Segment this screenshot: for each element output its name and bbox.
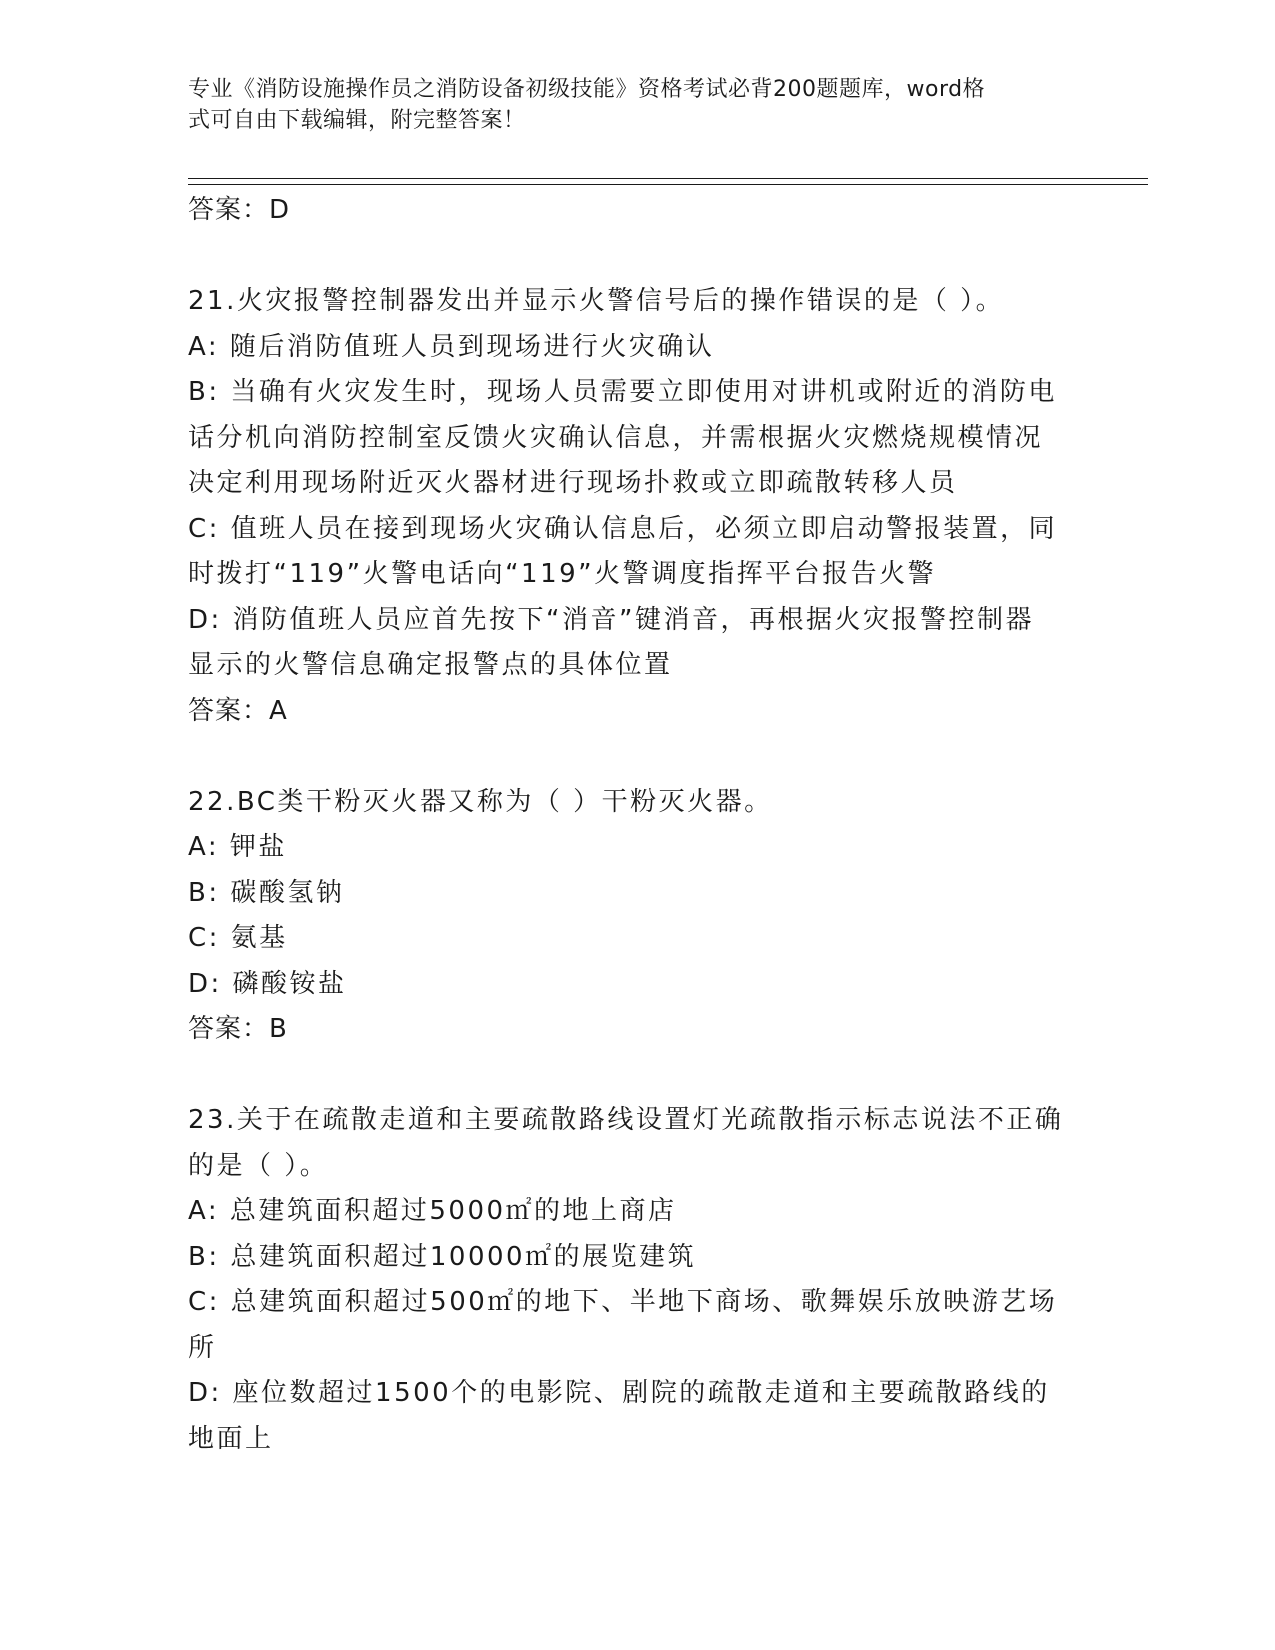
- header-divider: [188, 178, 1148, 185]
- option-d: D: 磷酸铵盐: [188, 968, 347, 999]
- question-block: [188, 780, 1068, 1053]
- question-content: [188, 188, 1068, 1462]
- spacer: [188, 734, 1068, 780]
- option-c: C: 氨基: [188, 923, 288, 953]
- document-header: [188, 74, 1068, 136]
- option-c: C: 值班人员在接到现场火灾确认信息后，必须立即启动警报装置，同: [188, 513, 1058, 544]
- option-d-continued: 地面上: [188, 1423, 274, 1454]
- option-c-continued: 时拨打“119”火警电话向“119”火警调度指挥平台报告火警: [188, 559, 937, 589]
- answer-line: 答案：B: [188, 1014, 288, 1044]
- option-b: B: 碳酸氢钠: [188, 877, 345, 908]
- option-c-continued: 所: [188, 1332, 217, 1363]
- option-b: B: 当确有火灾发生时，现场人员需要立即使用对讲机或附近的消防电: [188, 377, 1057, 407]
- question-stem: 21.火灾报警控制器发出并显示火警信号后的操作错误的是（ ）。: [188, 286, 1005, 316]
- option-b-continued: 话分机向消防控制室反馈火灾确认信息，并需根据火灾燃烧规模情况: [188, 422, 1044, 453]
- option-d: D: 座位数超过1500个的电影院、剧院的疏散走道和主要疏散路线的: [188, 1378, 1050, 1408]
- question-stem-continued: 的是（ ）。: [188, 1150, 329, 1181]
- question-stem: 22.BC类干粉灭火器又称为（ ）干粉灭火器。: [188, 786, 773, 817]
- option-b-continued: 决定利用现场附近灭火器材进行现场扑救或立即疏散转移人员: [188, 468, 958, 498]
- option-c: C: 总建筑面积超过500㎡的地下、半地下商场、歌舞娱乐放映游艺场: [188, 1287, 1058, 1317]
- question-block: [188, 279, 1068, 734]
- answer-line: 答案：D: [188, 195, 291, 225]
- question-block: [188, 1098, 1068, 1462]
- spacer: [188, 1053, 1068, 1099]
- option-a: A: 钾盐: [188, 832, 287, 862]
- header-line: 式可自由下载编辑，附完整答案！: [188, 108, 526, 133]
- option-a: A: 随后消防值班人员到现场进行火灾确认: [188, 331, 715, 362]
- spacer: [188, 234, 1068, 280]
- option-a: A: 总建筑面积超过5000㎡的地上商店: [188, 1196, 677, 1226]
- option-d-continued: 显示的火警信息确定报警点的具体位置: [188, 650, 673, 680]
- header-line: 专业《消防设施操作员之消防设备初级技能》资格考试必背200题题库，word格: [188, 77, 986, 102]
- question-stem: 23.关于在疏散走道和主要疏散路线设置灯光疏散指示标志说法不正确: [188, 1105, 1064, 1135]
- option-b: B: 总建筑面积超过10000㎡的展览建筑: [188, 1241, 697, 1272]
- document-page: [188, 0, 1148, 1650]
- answer-line: 答案：A: [188, 695, 288, 726]
- option-d: D: 消防值班人员应首先按下“消音”键消音，再根据火灾报警控制器: [188, 604, 1034, 635]
